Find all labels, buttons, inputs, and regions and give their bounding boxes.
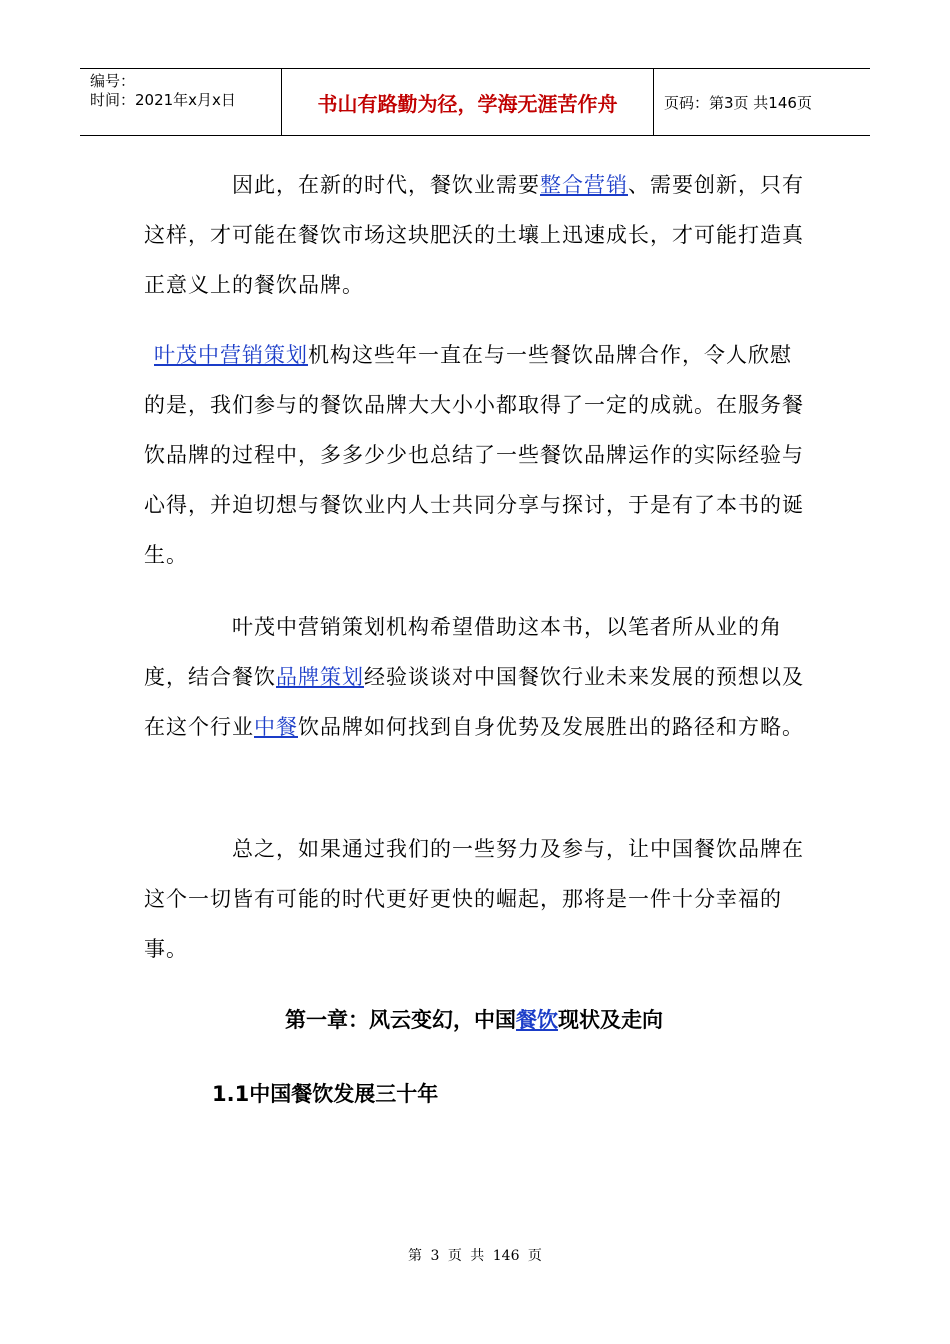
paragraph-4: 总之，如果通过我们的一些努力及参与，让中国餐饮品牌在这个一切皆有可能的时代更好更快的崛起，那将是一件十分幸福的事。	[144, 837, 804, 961]
link-integrated-marketing[interactable]: 整合营销	[540, 173, 628, 197]
header-meta	[80, 69, 282, 135]
paragraph-1: 因此，在新的时代，餐饮业需要整合营销、需要创新，只有这样，才可能在餐饮市场这块肥沃的土壤上迅速成长，才可能打造真正意义上的餐饮品牌。	[144, 173, 804, 297]
page-footer: 第 3 页 共 146 页	[408, 1248, 542, 1264]
page-header	[80, 68, 870, 136]
paragraph-2: 叶茂中营销策划机构这些年一直在与一些餐饮品牌合作，令人欣慰的是，我们参与的餐饮品牌大大小小都取得了一定的成就。在服务餐饮品牌的过程中，多多少少也总结了一些餐饮品牌运作的实际经验与心得，并迫切想与餐饮业内人士共同分享与探讨，于是有了本书的诞生。	[144, 343, 804, 567]
code-label: 编号：	[90, 72, 136, 90]
date-label: 时间：2021年x月x日	[90, 91, 236, 109]
link-chinese-food[interactable]: 中餐	[254, 715, 298, 739]
header-motto: 书山有路勤为径，学海无涯苦作舟	[282, 69, 654, 135]
link-brand-planning[interactable]: 品牌策划	[276, 665, 364, 689]
chapter-title: 第一章：风云变幻，中国餐饮现状及走向	[285, 1008, 663, 1032]
link-catering[interactable]: 餐饮	[516, 1008, 558, 1032]
section-title: 1.1中国餐饮发展三十年	[212, 1082, 439, 1106]
link-yemaozhong-marketing[interactable]: 叶茂中营销策划	[154, 343, 308, 367]
header-page-info: 页码：第3页 共146页	[664, 93, 812, 112]
paragraph-3: 叶茂中营销策划机构希望借助这本书，以笔者所从业的角度，结合餐饮品牌策划经验谈谈对中国餐饮行业未来发展的预想以及在这个行业中餐饮品牌如何找到自身优势及发展胜出的路径和方略。	[144, 615, 804, 739]
